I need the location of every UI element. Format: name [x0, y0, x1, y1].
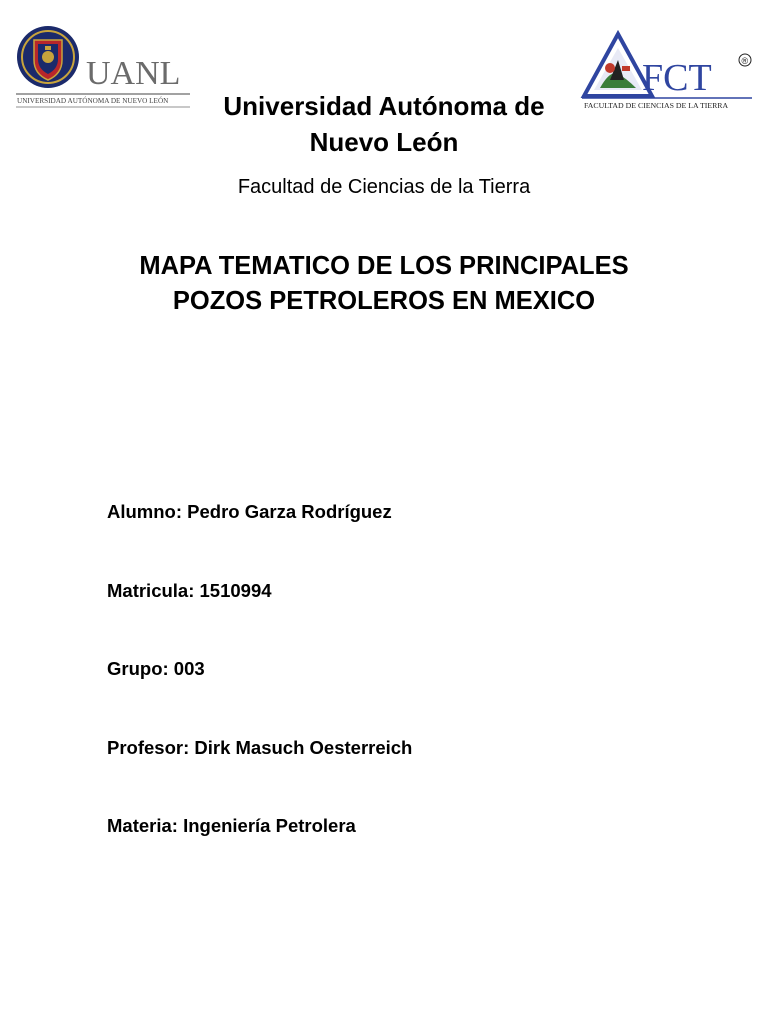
group: Grupo: 003	[107, 658, 205, 679]
professor: Profesor: Dirk Masuch Oesterreich	[107, 736, 413, 758]
document-title	[60, 249, 708, 319]
fct-logo-graphic	[580, 30, 756, 114]
uanl-seal-icon	[17, 26, 79, 88]
fct-wordmark: FCT	[642, 57, 712, 99]
fct-logo	[580, 30, 756, 114]
student-name: Alumno: Pedro Garza Rodríguez	[107, 501, 392, 522]
faculty-name: Facultad de Ciencias de la Tierra	[237, 176, 531, 198]
course: Materia: Ingeniería Petrolera	[107, 815, 356, 836]
fct-subtitle: FACULTAD DE CIENCIAS DE LA TIERRA	[584, 101, 729, 110]
uanl-logo	[14, 24, 194, 112]
student-info	[107, 500, 667, 893]
document-title-line-1: MAPA TEMATICO DE LOS PRINCIPALES	[139, 252, 629, 280]
uanl-logo-graphic	[14, 24, 194, 112]
fct-registered-r: ®	[741, 56, 749, 66]
student-id: Matricula: 1510994	[107, 579, 272, 601]
university-name-line-2: Nuevo León	[309, 127, 459, 157]
uanl-subtitle: UNIVERSIDAD AUTÓNOMA DE NUEVO LEÓN	[17, 97, 169, 105]
document-title-line-2: POZOS PETROLEROS EN MEXICO	[172, 287, 596, 315]
uanl-wordmark: UANL	[86, 55, 181, 92]
university-name-line-1: Universidad Autónoma de	[223, 91, 545, 121]
university-name	[180, 88, 588, 160]
